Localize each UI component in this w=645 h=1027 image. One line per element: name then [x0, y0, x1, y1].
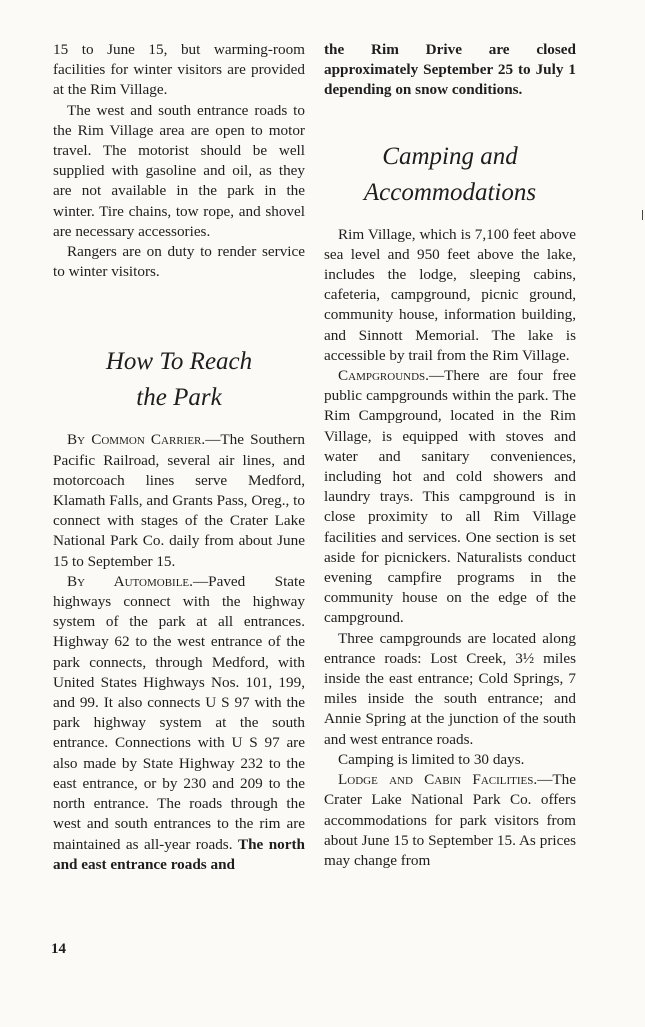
- paragraph-rim-drive-closed: the Rim Drive are closed approximately September 25 to July 1 depending on snow conditions.: [324, 41, 576, 99]
- paragraph-three-campgrounds: Three campgrounds are located along entrance roads: Lost Creek, 3½ miles inside the east entrance; Cold Springs, 7 miles inside the south entrance; and Annie Spring at the junction of the south and west entrance roads.: [324, 629, 576, 748]
- paragraph-rangers: Rangers are on duty to render service to winter visitors.: [53, 243, 305, 281]
- page-number: 14: [51, 941, 66, 957]
- paragraph-campgrounds: [324, 366, 576, 629]
- paragraph-rim-village: Rim Village, which is 7,100 feet above sea level and 950 feet above the lake, includes the lodge, sleeping cabins, cafeteria, campground, picnic ground, community house, information building, and Sinnott Memorial. The lake is accessible by trail from the Rim Village.: [324, 225, 576, 364]
- paragraph-common-carrier: [53, 430, 305, 571]
- lodge-cabin-text: —The Crater Lake National Park Co. offers accommodations for park visitors from about June 15 to September 15. As prices may change from: [324, 771, 576, 869]
- paragraph-camping-limit: Camping is limited to 30 days.: [338, 750, 525, 768]
- right-column: [324, 40, 576, 871]
- heading-how-to-reach-line2: the Park: [136, 384, 222, 412]
- paragraph-winter-facilities: 15 to June 15, but warming-room facilities for winter visitors are provided at the Rim Village.: [53, 41, 305, 99]
- run-in-common-carrier: By Common Carrier.: [67, 431, 206, 449]
- paragraph-lodge-cabin: [324, 770, 576, 871]
- heading-camping-line2: Accommodations: [363, 178, 537, 206]
- run-in-automobile: By Automobile.: [67, 572, 193, 590]
- heading-how-to-reach-line1: How To Reach: [105, 348, 253, 376]
- paragraph-entrance-roads: The west and south entrance roads to the Rim Village area are open to motor travel. The motorist should be well supplied with gasoline and oil, as they are not available in the park in the winter. Tire chains, tow rope, and shovel are necessary accessories.: [53, 101, 305, 240]
- heading-camping-line1: Camping and: [382, 142, 518, 170]
- left-column: [53, 40, 305, 875]
- run-in-lodge-cabin: Lodge and Cabin Facilities.: [338, 771, 538, 789]
- common-carrier-text: —The Southern Pacific Railroad, several air lines, and motorcoach lines serve Medford, Klamath Falls, and Grants Pass, Oreg., to connect with stages of the Crater Lake National Park Co. daily from about June 15 to September 15.: [53, 431, 305, 570]
- automobile-text: —Paved State highways connect with the highway system of the park at all entrances. Highway 62 to the west entrance of the park connects, through Medford, with United States Highways Nos. 101, 199, and 99. It also connects U S 97 with the park highway system at the south entrance. Connections with U S 97 are also made by State Highway 232 to the east entrance, or by 230 and 209 to the north entrance. The roads through the west and south entrances to the rim are maintained as all-year roads.: [53, 572, 305, 853]
- automobile-bold-text: The north and east entrance roads and: [53, 835, 305, 873]
- paragraph-automobile: [53, 572, 305, 875]
- run-in-campgrounds: Campgrounds.: [338, 367, 429, 385]
- scan-edge-mark: [642, 210, 643, 220]
- campgrounds-text: —There are four free public campgrounds within the park. The Rim Campground, located in the Rim Village, is equipped with stoves and water and sanitary conveniences, including hot and cold showers and laundry trays. This campground is in close proximity to all Rim Village facilities and services. One section is set aside for picnickers. Naturalists conduct evening campfire programs in the community house on the edge of the campground.: [324, 367, 576, 627]
